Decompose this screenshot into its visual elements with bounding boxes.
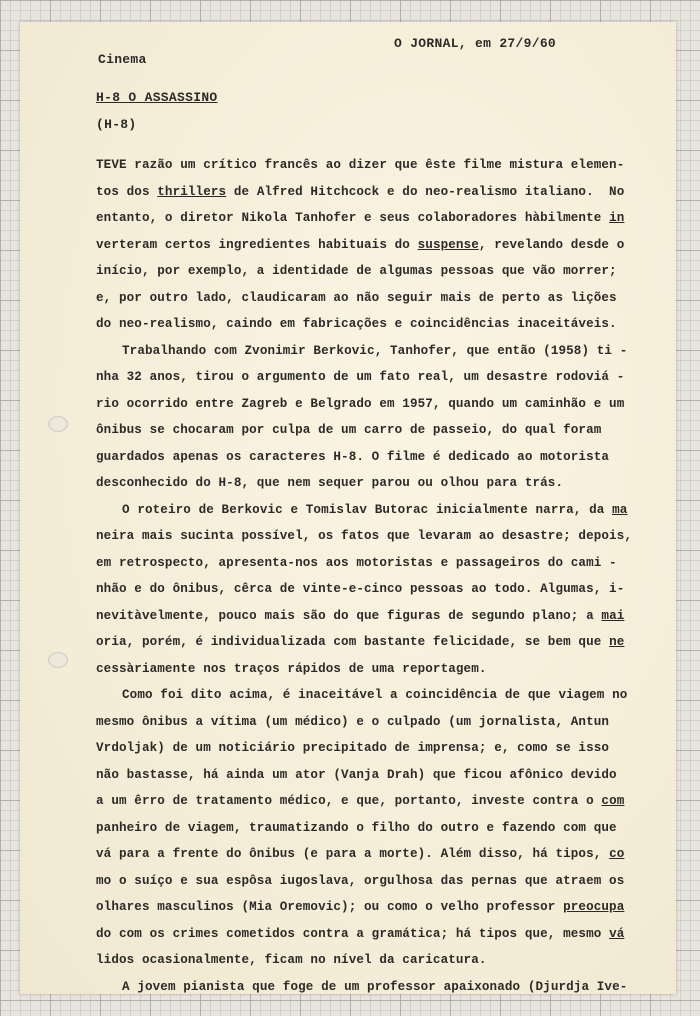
article-title: H-8 O ASSASSINO bbox=[96, 90, 218, 105]
text-segment: , revelando desde o bbox=[478, 237, 625, 252]
text-line bbox=[96, 550, 666, 577]
article-subtitle: (H-8) bbox=[96, 117, 137, 132]
text-line bbox=[96, 735, 666, 762]
text-line bbox=[96, 629, 666, 656]
text-line bbox=[96, 152, 666, 179]
text-segment: não bastasse, há ainda um ator (Vanja Drah) que ficou afônico devido bbox=[96, 767, 617, 782]
text-segment: ônibus se chocaram por culpa de um carro de passeio, do qual foram bbox=[96, 423, 602, 437]
text-line bbox=[96, 232, 666, 259]
text-segment: nevitàvelmente, pouco mais são do que figuras de segundo plano; a bbox=[96, 608, 602, 623]
text-line bbox=[96, 444, 666, 471]
text-segment: rio ocorrido entre Zagreb e Belgrado em 1957, quando um caminhão e um bbox=[96, 396, 625, 411]
section-label: Cinema bbox=[98, 52, 147, 67]
punch-hole bbox=[48, 416, 68, 432]
punch-hole bbox=[48, 652, 68, 668]
text-line bbox=[96, 285, 666, 312]
text-line bbox=[96, 205, 666, 232]
text-segment: início, por exemplo, a identidade de algumas pessoas que vão morrer; bbox=[96, 264, 617, 278]
text-line bbox=[96, 470, 666, 497]
text-segment: do com os crimes cometidos contra a gramática; há tipos que, mesmo bbox=[96, 926, 610, 941]
underlined-text: preocupa bbox=[563, 900, 625, 914]
text-line bbox=[96, 894, 666, 921]
text-line bbox=[96, 947, 666, 974]
text-line bbox=[96, 762, 666, 789]
underlined-text: suspense bbox=[417, 237, 479, 252]
text-segment: entanto, o diretor Nikola Tanhofer e seus colaboradores hàbilmente bbox=[96, 211, 610, 225]
text-line bbox=[96, 815, 666, 842]
text-segment: do neo-realismo, caindo em fabricações e coincidências inaceitáveis. bbox=[96, 317, 617, 331]
text-segment: mo o suíço e sua espôsa iugoslava, orgulhosa das pernas que atraem os bbox=[96, 873, 625, 888]
article-body bbox=[96, 152, 666, 1000]
text-segment: e, por outro lado, claudicaram ao não seguir mais de perto as lições bbox=[96, 290, 617, 305]
text-segment: O roteiro de Berkovic e Tomislav Butorac inicialmente narra, da bbox=[122, 502, 613, 517]
text-segment: Como foi dito acima, é inaceitável a coincidência de que viagem no bbox=[122, 688, 628, 702]
underlined-text: ma bbox=[612, 502, 628, 517]
text-line bbox=[96, 311, 666, 338]
text-line bbox=[96, 709, 666, 736]
text-segment: desconhecido do H-8, que nem sequer parou ou olhou para trás. bbox=[96, 476, 564, 490]
underlined-text: ne bbox=[609, 635, 625, 649]
underlined-text: mai bbox=[601, 608, 625, 623]
text-segment: panheiro de viagem, traumatizando o filho do outro e fazendo com que bbox=[96, 820, 617, 835]
text-segment: em retrospecto, apresenta-nos aos motoristas e passageiros do cami - bbox=[96, 555, 617, 570]
text-line bbox=[96, 338, 666, 365]
text-segment: cessàriamente nos traços rápidos de uma reportagem. bbox=[96, 661, 487, 676]
text-segment: guardados apenas os caracteres H-8. O filme é dedicado ao motorista bbox=[96, 449, 610, 464]
text-segment: tos dos bbox=[96, 184, 158, 199]
underlined-text: thrillers bbox=[157, 184, 227, 199]
text-line bbox=[96, 656, 666, 683]
text-segment: neira mais sucinta possível, os fatos que levaram ao desastre; depois, bbox=[96, 529, 633, 543]
text-line bbox=[96, 868, 666, 895]
text-segment: de Alfred Hitchcock e do neo-realismo italiano. No bbox=[226, 184, 625, 199]
typewritten-page bbox=[20, 22, 676, 994]
text-segment: vá para a frente do ônibus (e para a morte). Além disso, há tipos, bbox=[96, 847, 610, 861]
text-segment: mesmo ônibus a vítima (um médico) e o culpado (um jornalista, Antun bbox=[96, 714, 610, 729]
underlined-text: in bbox=[609, 211, 625, 225]
text-line bbox=[96, 603, 666, 630]
text-line bbox=[96, 417, 666, 444]
text-line bbox=[96, 258, 666, 285]
underlined-text: co bbox=[609, 847, 625, 861]
text-line bbox=[96, 179, 666, 206]
text-segment: TEVE razão um crítico francês ao dizer que êste filme mistura elemen- bbox=[96, 158, 625, 172]
text-line bbox=[96, 364, 666, 391]
text-line bbox=[96, 682, 666, 709]
text-line bbox=[96, 497, 666, 524]
text-segment: Trabalhando com Zvonimir Berkovic, Tanhofer, que então (1958) ti - bbox=[122, 343, 628, 358]
underlined-text: com bbox=[601, 794, 625, 808]
text-segment: olhares masculinos (Mia Oremovic); ou como o velho professor bbox=[96, 900, 564, 914]
text-line bbox=[96, 523, 666, 550]
text-segment: nhão e do ônibus, cêrca de vinte-e-cinco pessoas ao todo. Algumas, i- bbox=[96, 582, 625, 596]
text-line bbox=[96, 841, 666, 868]
text-segment: lidos ocasionalmente, ficam no nível da caricatura. bbox=[96, 953, 487, 967]
text-segment: Vrdoljak) de um noticiário precipitado de imprensa; e, como se isso bbox=[96, 741, 610, 755]
text-line bbox=[96, 391, 666, 418]
text-line bbox=[96, 974, 666, 1001]
text-line bbox=[96, 921, 666, 948]
text-segment: a um êrro de tratamento médico, e que, portanto, investe contra o bbox=[96, 794, 602, 808]
text-line bbox=[96, 576, 666, 603]
dateline: O JORNAL, em 27/9/60 bbox=[394, 36, 557, 51]
text-segment: oria, porém, é individualizada com bastante felicidade, se bem que bbox=[96, 635, 610, 649]
underlined-text: vá bbox=[609, 926, 625, 941]
text-line bbox=[96, 788, 666, 815]
text-segment: nha 32 anos, tirou o argumento de um fato real, um desastre rodoviá - bbox=[96, 370, 625, 384]
text-segment: verteram certos ingredientes habituais do bbox=[96, 237, 418, 252]
text-segment: A jovem pianista que foge de um professor apaixonado (Djurdja Ive- bbox=[122, 979, 628, 994]
